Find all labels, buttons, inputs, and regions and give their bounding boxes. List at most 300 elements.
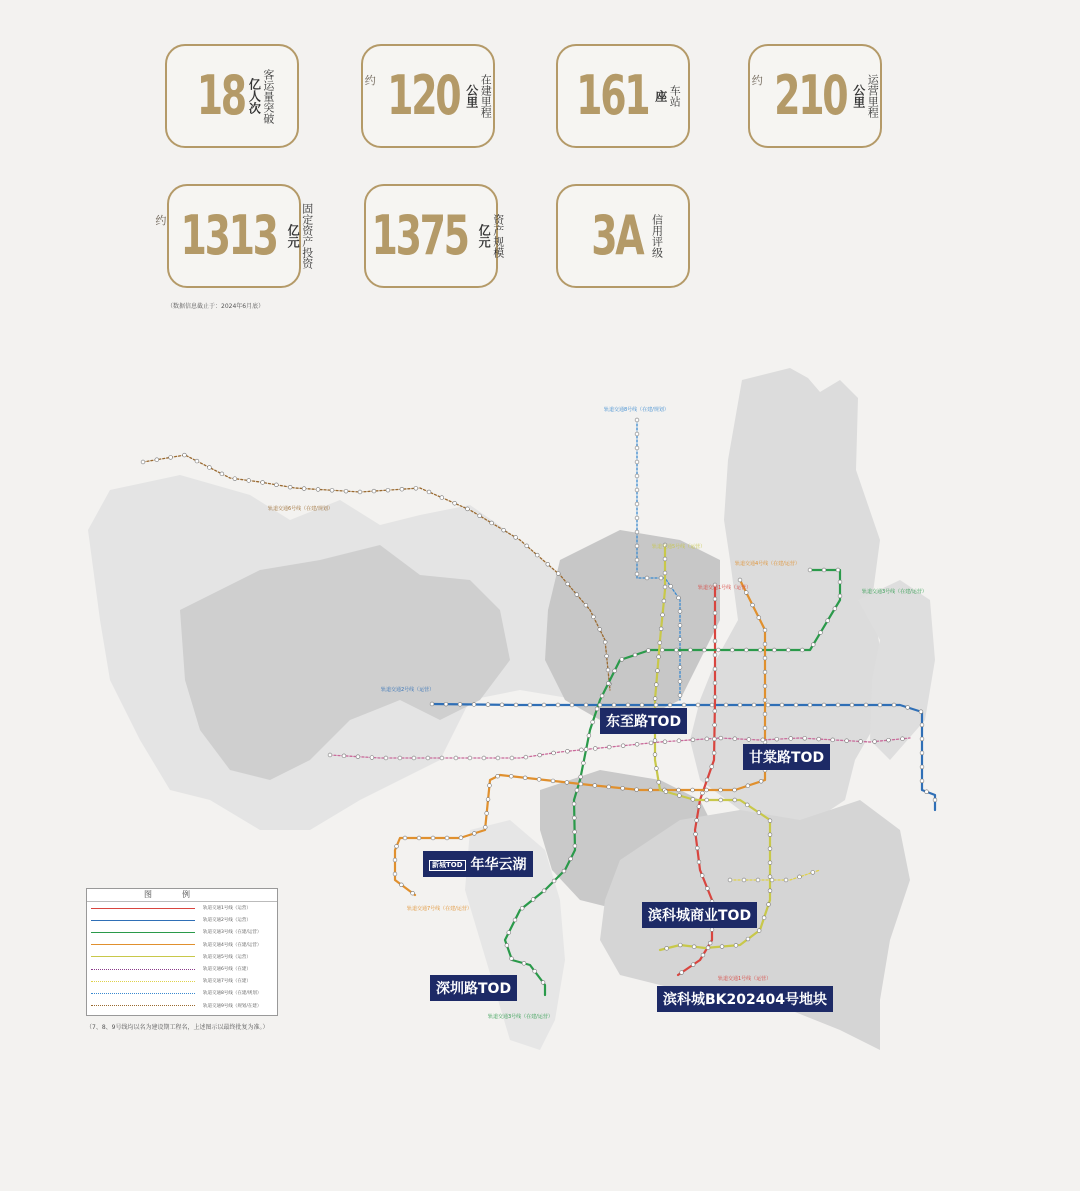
station-marker <box>247 479 251 483</box>
station-marker <box>680 971 684 975</box>
station-marker <box>302 487 306 491</box>
tod-gantanglu[interactable]: 甘棠路TOD <box>743 744 830 770</box>
station-marker <box>838 594 842 598</box>
station-marker <box>584 703 588 707</box>
station-marker <box>584 747 588 751</box>
station-marker <box>384 756 388 760</box>
station-marker <box>710 928 714 932</box>
station-marker <box>316 488 320 492</box>
station-marker <box>744 648 748 652</box>
station-marker <box>528 703 532 707</box>
station-marker <box>486 703 490 707</box>
station-marker <box>678 693 682 697</box>
station-marker <box>653 697 657 701</box>
station-marker <box>697 860 701 864</box>
station-marker <box>759 779 763 783</box>
station-marker <box>661 613 665 617</box>
station-marker <box>393 872 397 876</box>
legend-rows <box>87 902 277 1012</box>
station-marker <box>417 836 421 840</box>
station-marker <box>663 557 667 561</box>
station-marker <box>587 734 591 738</box>
tod-binkecheng-commercial[interactable]: 滨科城商业TOD <box>642 902 757 928</box>
stat-desc: 信用评级 <box>650 214 664 258</box>
station-marker <box>746 937 750 941</box>
station-marker <box>613 669 617 673</box>
legend-item <box>87 975 277 987</box>
station-marker <box>836 703 840 707</box>
station-marker <box>482 756 486 760</box>
station-marker <box>141 460 145 464</box>
station-marker <box>658 641 662 645</box>
station-marker <box>662 599 666 603</box>
station-marker <box>691 797 695 801</box>
station-marker <box>859 740 863 744</box>
station-marker <box>370 756 374 760</box>
station-marker <box>742 878 746 882</box>
station-marker <box>713 653 717 657</box>
station-marker <box>635 558 639 562</box>
station-marker <box>756 878 760 882</box>
line-label-1-south: 轨道交通1号线（运营） <box>718 976 772 982</box>
station-marker <box>691 738 695 742</box>
station-marker <box>713 611 717 615</box>
line-label-3-south: 轨道交通3号线（在建/运营） <box>488 1014 553 1020</box>
station-marker <box>552 751 556 755</box>
station-marker <box>653 753 657 757</box>
station-marker <box>344 489 348 493</box>
station-marker <box>414 486 418 490</box>
station-marker <box>770 878 774 882</box>
station-marker <box>523 776 527 780</box>
station-marker <box>507 931 511 935</box>
station-marker <box>570 703 574 707</box>
stat-unit: 亿元 <box>286 224 301 248</box>
station-marker <box>747 738 751 742</box>
stat-desc: 客运量突破 <box>261 68 275 124</box>
station-marker <box>478 514 482 518</box>
stat-number: 18 <box>196 64 245 127</box>
station-marker <box>678 651 682 655</box>
station-marker <box>546 562 550 566</box>
station-marker <box>562 869 566 873</box>
station-marker <box>763 642 767 646</box>
station-marker <box>575 788 579 792</box>
station-marker <box>403 836 407 840</box>
legend-label: 轨道交通2号线（运营） <box>203 918 251 924</box>
station-marker <box>635 742 639 746</box>
station-marker <box>584 603 588 607</box>
station-marker <box>878 703 882 707</box>
legend-item <box>87 939 277 951</box>
station-marker <box>716 648 720 652</box>
station-marker <box>677 788 681 792</box>
station-marker <box>541 981 545 985</box>
station-marker <box>705 778 709 782</box>
station-marker <box>659 627 663 631</box>
station-marker <box>635 788 639 792</box>
station-marker <box>514 535 518 539</box>
legend-item <box>87 914 277 926</box>
station-marker <box>635 474 639 478</box>
station-marker <box>728 878 732 882</box>
station-marker <box>768 861 772 865</box>
station-marker <box>490 521 494 525</box>
station-marker <box>522 961 526 965</box>
station-marker <box>635 502 639 506</box>
line-label-2: 轨道交通2号线（运营） <box>381 687 435 693</box>
station-marker <box>712 737 716 741</box>
station-marker <box>920 765 924 769</box>
station-marker <box>706 946 710 950</box>
station-marker <box>593 747 597 751</box>
station-marker <box>640 703 644 707</box>
station-marker <box>330 488 334 492</box>
legend-label: 轨道交通3号线（在建/运营） <box>203 930 262 936</box>
station-marker <box>288 485 292 489</box>
station-marker <box>612 703 616 707</box>
station-marker <box>635 446 639 450</box>
legend-label: 轨道交通9号线（规划/在建） <box>203 1003 262 1009</box>
station-marker <box>472 832 476 836</box>
station-marker <box>654 703 658 707</box>
station-marker <box>635 516 639 520</box>
legend-label: 轨道交通7号线（在建） <box>203 979 251 985</box>
station-marker <box>772 648 776 652</box>
stat-unit: 亿元 <box>477 224 492 248</box>
station-marker <box>581 761 585 765</box>
tod-nianhua-yunhu[interactable]: 新城TOD 年华云湖 <box>423 851 533 877</box>
station-marker <box>657 780 661 784</box>
stat-number: 210 <box>773 64 846 127</box>
station-marker <box>763 698 767 702</box>
station-marker <box>565 781 569 785</box>
station-marker <box>713 681 717 685</box>
station-marker <box>542 703 546 707</box>
legend-swatch <box>91 993 195 994</box>
station-marker <box>531 898 535 902</box>
station-marker <box>713 709 717 713</box>
station-marker <box>500 703 504 707</box>
station-marker <box>535 553 539 557</box>
line-label-1: 轨道交通1号线（运营） <box>698 585 752 591</box>
station-marker <box>649 741 653 745</box>
station-marker <box>720 945 724 949</box>
station-marker <box>208 466 212 470</box>
station-marker <box>713 667 717 671</box>
station-marker <box>649 788 653 792</box>
stat-number: 161 <box>575 64 648 127</box>
line-label-6: 轨道交通6号线（在建/规划） <box>268 506 333 512</box>
station-marker <box>458 702 462 706</box>
station-marker <box>873 740 877 744</box>
station-marker <box>710 765 714 769</box>
station-marker <box>444 702 448 706</box>
station-marker <box>700 874 704 878</box>
legend-swatch <box>91 944 195 945</box>
station-marker <box>372 489 376 493</box>
station-marker <box>524 755 528 759</box>
stat-prefix: 约 <box>155 214 167 227</box>
legend-title: 图例 <box>87 889 277 902</box>
station-marker <box>520 906 524 910</box>
station-marker <box>411 891 415 895</box>
stat-unit: 座 <box>653 90 668 102</box>
station-marker <box>514 703 518 707</box>
station-marker <box>606 668 610 672</box>
line-label-3: 轨道交通3号线（在建/运营） <box>862 589 927 595</box>
station-marker <box>635 418 639 422</box>
station-marker <box>798 875 802 879</box>
station-marker <box>713 597 717 601</box>
station-marker <box>758 648 762 652</box>
station-marker <box>653 739 657 743</box>
station-marker <box>454 756 458 760</box>
station-marker <box>678 609 682 613</box>
station-marker <box>920 751 924 755</box>
station-marker <box>789 737 793 741</box>
stat-unit: 公里 <box>851 84 866 108</box>
station-marker <box>845 739 849 743</box>
station-marker <box>822 703 826 707</box>
tod-dongzhilu[interactable]: 东至路TOD <box>600 708 687 734</box>
station-marker <box>468 756 472 760</box>
station-marker <box>762 916 766 920</box>
station-marker <box>713 625 717 629</box>
district-central <box>545 530 720 720</box>
station-marker <box>696 703 700 707</box>
map-legend <box>86 888 278 1016</box>
station-marker <box>768 889 772 893</box>
station-marker <box>663 585 667 589</box>
station-marker <box>817 737 821 741</box>
station-marker <box>811 643 815 647</box>
stat-desc: 在建里程 <box>479 74 493 118</box>
footnote: （7、8、9号线均以名为建设期工程名，上述图示以最终批复为准。） <box>86 1024 269 1031</box>
stat-prefix: 约 <box>364 74 376 87</box>
station-marker <box>808 703 812 707</box>
station-marker <box>395 844 399 848</box>
legend-item <box>87 963 277 975</box>
station-marker <box>763 670 767 674</box>
station-marker <box>485 811 489 815</box>
legend-label: 轨道交通1号线（运营） <box>203 906 251 912</box>
station-marker <box>579 775 583 779</box>
station-marker <box>768 847 772 851</box>
station-marker <box>593 784 597 788</box>
station-marker <box>607 745 611 749</box>
legend-item <box>87 926 277 938</box>
station-marker <box>505 943 509 947</box>
station-marker <box>579 782 583 786</box>
station-marker <box>766 703 770 707</box>
station-marker <box>598 703 602 707</box>
station-marker <box>502 528 506 532</box>
tod-binkecheng-bk202404[interactable]: 滨科城BK202404号地块 <box>657 986 833 1012</box>
station-marker <box>677 794 681 798</box>
station-marker <box>538 753 542 757</box>
line-label-5: 轨道交通5号线（运营） <box>652 544 706 550</box>
legend-swatch <box>91 908 195 909</box>
station-marker <box>342 754 346 758</box>
station-marker <box>358 490 362 494</box>
station-marker <box>412 756 416 760</box>
legend-swatch <box>91 920 195 921</box>
station-marker <box>763 628 767 632</box>
station-marker <box>733 798 737 802</box>
station-marker <box>572 816 576 820</box>
station-marker <box>566 582 570 586</box>
station-marker <box>713 639 717 643</box>
station-marker <box>708 941 712 945</box>
legend-item <box>87 951 277 963</box>
station-marker <box>831 738 835 742</box>
station-marker <box>678 623 682 627</box>
station-marker <box>552 879 556 883</box>
station-marker <box>738 578 742 582</box>
station-marker <box>701 953 705 957</box>
station-marker <box>691 788 695 792</box>
legend-item <box>87 1000 277 1012</box>
station-marker <box>775 737 779 741</box>
station-marker <box>591 720 595 724</box>
station-marker <box>645 576 649 580</box>
station-marker <box>607 785 611 789</box>
station-marker <box>663 740 667 744</box>
station-marker <box>657 655 661 659</box>
station-marker <box>635 572 639 576</box>
station-marker <box>920 779 924 783</box>
station-marker <box>496 774 500 778</box>
station-marker <box>678 679 682 683</box>
station-marker <box>556 572 560 576</box>
station-marker <box>920 737 924 741</box>
station-marker <box>713 723 717 727</box>
station-marker <box>745 803 749 807</box>
station-marker <box>513 918 517 922</box>
line-label-4: 轨道交通4号线（在建/运营） <box>735 561 800 567</box>
station-marker <box>692 945 696 949</box>
station-marker <box>701 791 705 795</box>
station-marker <box>678 665 682 669</box>
station-marker <box>626 703 630 707</box>
station-marker <box>719 736 723 740</box>
station-marker <box>746 784 750 788</box>
station-marker <box>780 703 784 707</box>
station-marker <box>579 748 583 752</box>
station-marker <box>697 805 701 809</box>
station-marker <box>744 591 748 595</box>
legend-label: 轨道交通6号线（在建） <box>203 967 251 973</box>
station-marker <box>925 790 929 794</box>
station-marker <box>833 607 837 611</box>
station-marker <box>906 706 910 710</box>
station-marker <box>575 593 579 597</box>
station-marker <box>556 703 560 707</box>
station-marker <box>808 568 812 572</box>
station-marker <box>668 703 672 707</box>
station-marker <box>328 753 332 757</box>
station-marker <box>621 744 625 748</box>
station-marker <box>705 737 709 741</box>
station-marker <box>705 788 709 792</box>
station-marker <box>605 654 609 658</box>
station-marker <box>836 568 840 572</box>
station-marker <box>488 784 492 788</box>
station-marker <box>803 736 807 740</box>
line-label-8: 轨道交通8号线（在建/规划） <box>604 407 669 413</box>
station-marker <box>398 756 402 760</box>
station-marker <box>892 703 896 707</box>
legend-swatch <box>91 969 195 970</box>
station-marker <box>733 788 737 792</box>
station-marker <box>919 710 923 714</box>
station-marker <box>887 738 891 742</box>
stat-number: 1375 <box>371 204 468 267</box>
station-marker <box>356 755 360 759</box>
stat-number: 1313 <box>180 204 277 267</box>
station-marker <box>757 811 761 815</box>
station-marker <box>768 833 772 837</box>
station-marker <box>663 571 667 575</box>
station-marker <box>573 830 577 834</box>
station-marker <box>738 703 742 707</box>
station-marker <box>537 777 541 781</box>
station-marker <box>763 726 767 730</box>
station-marker <box>400 487 404 491</box>
station-marker <box>635 530 639 534</box>
station-marker <box>620 657 624 661</box>
station-marker <box>688 648 692 652</box>
station-marker <box>169 455 173 459</box>
station-marker <box>659 576 663 580</box>
station-marker <box>691 963 695 967</box>
station-marker <box>195 459 199 463</box>
stat-desc: 资产规模 <box>491 214 505 258</box>
stat-unit: 公里 <box>464 84 479 108</box>
station-marker <box>430 702 434 706</box>
station-marker <box>656 669 660 673</box>
stat-number: 120 <box>386 64 459 127</box>
station-marker <box>542 889 546 893</box>
station-marker <box>572 802 576 806</box>
station-marker <box>678 637 682 641</box>
stat-prefix: 约 <box>751 74 763 87</box>
station-marker <box>719 788 723 792</box>
station-marker <box>483 825 487 829</box>
station-marker <box>713 695 717 699</box>
station-marker <box>761 738 765 742</box>
station-marker <box>525 544 529 548</box>
station-marker <box>763 712 767 716</box>
station-marker <box>678 943 682 947</box>
legend-label: 轨道交通8号线（在建/规划） <box>203 991 262 997</box>
station-marker <box>496 756 500 760</box>
station-marker <box>233 477 237 481</box>
station-marker <box>635 544 639 548</box>
data-date-note: （数据信息截止于：2024年6月底） <box>167 303 265 310</box>
station-marker <box>733 737 737 741</box>
station-marker <box>751 603 755 607</box>
stat-unit: 亿人次 <box>247 78 262 114</box>
station-marker <box>763 684 767 688</box>
station-marker <box>712 751 716 755</box>
station-marker <box>592 615 596 619</box>
legend-swatch <box>91 932 195 933</box>
station-marker <box>459 836 463 840</box>
tod-shenzhenlu[interactable]: 深圳路TOD <box>430 975 517 1001</box>
station-marker <box>466 507 470 511</box>
